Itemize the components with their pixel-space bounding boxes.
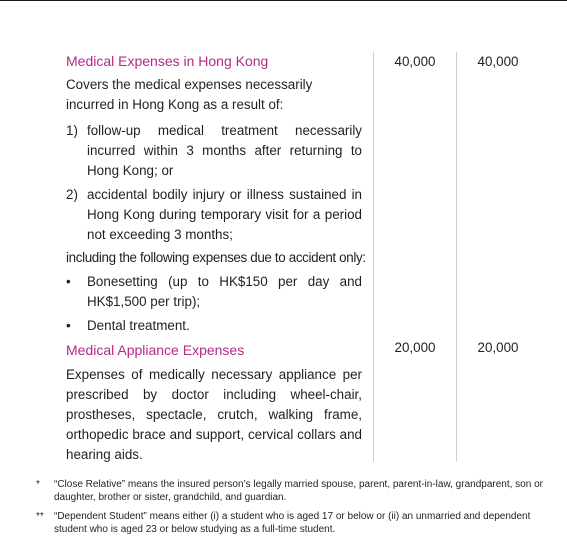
bullet-marker: • — [66, 274, 71, 289]
section-body: Expenses of medically necessary appliance per prescribed by doctor including wheel-chair, prostheses, spectacle, crutch, walking frame, orthopedic brace and support, cervical collars and hearing aids. — [66, 367, 362, 462]
column-divider-2 — [456, 52, 457, 462]
section-intro: Covers the medical expenses necessarily incurred in Hong Kong as a result of: — [66, 77, 313, 112]
footnote-mark: * — [36, 479, 40, 490]
bullet-item — [66, 272, 362, 312]
list-item — [66, 121, 362, 181]
section-heading-medical-appliance: Medical Appliance Expenses — [66, 342, 245, 358]
bullet-text: Dental treatment. — [87, 318, 190, 333]
amount-plan-1: 40,000 — [394, 54, 436, 69]
section-subintro: including the following expenses due to accident only: — [66, 250, 366, 265]
footnote — [36, 510, 546, 536]
column-divider-1 — [373, 52, 374, 462]
list-item — [66, 185, 362, 245]
footnote-mark: ** — [36, 511, 44, 522]
list-item-marker: 1) — [66, 123, 78, 138]
list-item-text: follow-up medical treatment necessarily incurred within 3 months after returning to Hong Kong; or — [87, 123, 362, 178]
list-item-text: accidental bodily injury or illness sustained in Hong Kong during temporary visit for a period not exceeding 3 months; — [87, 187, 362, 242]
top-rule — [0, 0, 567, 1]
bullet-marker: • — [66, 318, 71, 333]
amount-plan-2: 40,000 — [477, 54, 519, 69]
section-heading-medical-expenses: Medical Expenses in Hong Kong — [66, 53, 269, 69]
list-item-marker: 2) — [66, 187, 78, 202]
footnote-text: “Dependent Student” means either (i) a student who is aged 17 or below or (ii) an unmarried and dependent student who is aged 23 or below studying as a full-time student. — [54, 511, 531, 535]
amount-plan-1: 20,000 — [394, 340, 436, 355]
amount-plan-2: 20,000 — [477, 340, 519, 355]
bullet-text: Bonesetting (up to HK$150 per day and HK$1,500 per trip); — [87, 274, 362, 309]
footnote-text: “Close Relative” means the insured person’s legally married spouse, parent, parent-in-law, grandparent, son or daughter, brother or sister, grandchild, and guardian. — [54, 479, 543, 503]
bullet-item — [66, 316, 362, 336]
footnote — [36, 478, 546, 504]
